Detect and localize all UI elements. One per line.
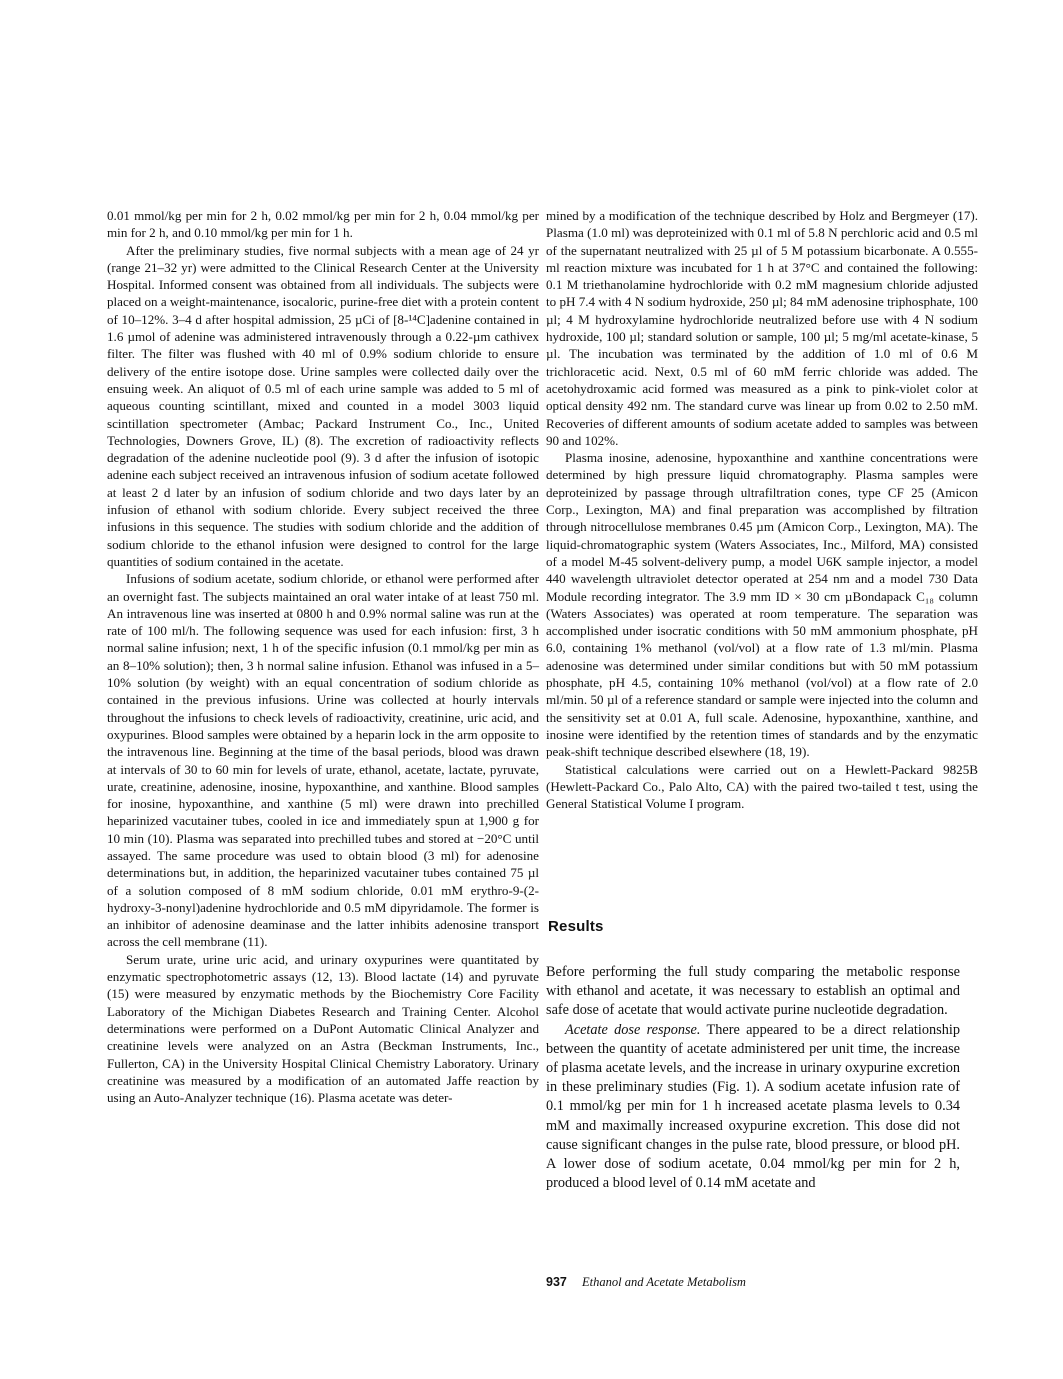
- page-number: 937: [546, 1275, 567, 1289]
- paragraph: Statistical calculations were carried out on a Hewlett-Packard 9825B (Hewlett-Packard Co., Palo Alto, CA) with the paired two-tailed t test, using the General Statistical Volume I program.: [546, 761, 978, 812]
- paragraph-body: There appeared to be a direct relationship between the quantity of acetate administered per unit time, the increase of plasma acetate levels, and the increase in urinary oxypurine excretion in these preliminary studies (Fig. 1). A sodium acetate infusion rate of 0.1 mmol/kg per min for 1 h increased acetate plasma levels to 0.34 mM and maximally increased oxypurine excretion. This dose did not cause significant changes in the pulse rate, blood pressure, or blood pH. A lower dose of sodium acetate, 0.04 mmol/kg per min for 2 h, produced a blood level of 0.14 mM acetate and: [546, 1021, 961, 1192]
- running-title: Ethanol and Acetate Metabolism: [581, 1275, 746, 1289]
- paragraph: Plasma inosine, adenosine, hypoxanthine and xanthine concentrations were determined by high pressure liquid chromatography. Plasma samples were deproteinized by passage through ultrafiltration cones, type CF 25 (Amicon Corp., Lexington, MA) and final preparation was accomplished by filtration through nitrocellulose membranes 0.45 µm (Amicon Corp., Lexington, MA). The liquid-chromatographic system (Waters Associates, Inc., Milford, MA) consisted of a model M-45 solvent-delivery pump, a model U6K sample injector, a model 440 wavelength ultraviolet detector operated at 254 nm and a model 730 Data Module recording integrator. The 3.9 mm ID × 30 cm µBondapack C₁₈ column (Waters Associates) was operated at room temperature. The separation was accomplished under isocratic conditions with 50 mM ammonium phosphate, pH 6.0, containing 1% methanol (vol/vol) at a flow rate of 1.3 ml/min. Plasma adenosine was determined under similar conditions but with 50 mM potassium phosphate, pH 4.5, containing 10% methanol (vol/vol) at a flow rate of 2.0 ml/min. 50 µl of a reference standard or sample were injected into the column and the sensitivity set at 0.01 A, full scale. Adenosine, hypoxanthine, xanthine, and inosine were identified by the retention times of standards and by the enzymatic peak-shift technique described elsewhere (18, 19).: [546, 450, 978, 760]
- left-column: [107, 207, 539, 1106]
- paragraph: mined by a modification of the technique described by Holz and Bergmeyer (17). Plasma (1.0 ml) was deproteinized with 0.1 ml of 5.8 N perchloric acid and 0.5 ml of the supernatant neutralized with 25 µl of 5 M potassium bicarbonate. A 0.555-ml reaction mixture was incubated for 1 h at 37°C and contained the following: 0.1 M triethanolamine hydrochloride with 0.2 mM magnesium chloride adjusted to pH 7.4 with 4 N sodium hydroxide, 250 µl; 84 mM adenosine triphosphate, 100 µl; 4 M hydroxylamine hydrochloride neutralized before use with 4 N sodium hydroxide, 100 µl; standard solution or sample, 100 µl; 5 mg/ml acetate-kinase, 5 µl. The incubation was terminated by the addition of 1.0 ml of 0.6 M trichloracetic acid. Next, 0.5 ml of 60 mM ferric chloride was added. The acetohydroxamic acid formed was measured as a pink to pink-violet color at optical density 492 nm. The standard curve was linear up from 0.02 to 2.50 mM. Recoveries of different amounts of sodium acetate added to samples was between 90 and 102%.: [546, 208, 978, 448]
- paragraph: Infusions of sodium acetate, sodium chloride, or ethanol were performed after an overnight fast. The subjects maintained an oral water intake of at least 750 ml. An intravenous line was inserted at 0800 h and 0.9% normal saline was run at the rate of 100 ml/h. The following sequence was used for each infusion: first, 3 h normal saline infusion; next, 1 h of the specific infusion (0.1 mmol/kg per min as an 8–10% solution); then, 3 h normal saline infusion. Ethanol was infused in a 5–10% solution (by weight) with an equal concentration of sodium chloride as contained in the previous infusions. Urine was collected at hourly intervals throughout the infusions to check levels of radioactivity, creatinine, uric acid, and oxypurines. Blood samples were obtained by a heparin lock in the arm opposite to the intravenous line. Beginning at the time of the basal periods, blood was drawn at intervals of 30 to 60 min for levels of urate, ethanol, acetate, lactate, pyruvate, urate, creatinine, adenosine, inosine, hypoxanthine, and xanthine. Blood samples for inosine, hypoxanthine, and xanthine (5 ml) were drawn into prechilled heparinized vacutainer tubes, cooled in ice and immediately spun at 1,900 g for 10 min (10). Plasma was separated into prechilled tubes and stored at −20°C until assayed. The same procedure was used to obtain blood (3 ml) for adenosine determinations but, in addition, the heparinized vacutainer tubes contained 75 µl of a solution composed of 8 mM sodium chloride, 0.01 mM erythro-9-(2-hydroxy-3-nonyl)adenine hydrochloride and 0.5 mM dipyridamole. The former is an inhibitor of adenosine deaminase and the latter inhibits adenosine transport across the cell membrane (11).: [107, 571, 539, 950]
- paragraph: [546, 1021, 960, 1194]
- page-footer: [546, 1275, 746, 1290]
- right-column: [546, 207, 978, 812]
- paragraph: Serum urate, urine uric acid, and urinary oxypurines were quantitated by enzymatic spectrophotometric assays (12, 13). Blood lactate (14) and pyruvate (15) were measured by enzymatic methods by the Biochemistry Core Facility Laboratory of the Michigan Diabetes Research and Training Center. Alcohol determinations were performed on a DuPont Automatic Clinical Analyzer and creatinine levels were analyzed on an Astra (Beckman Instruments, Inc., Fullerton, CA) in the University Hospital Clinical Chemistry Laboratory. Urinary creatinine was measured by a modification of an automated Jaffe reaction by using an Auto-Analyzer technique (16). Plasma acetate was deter-: [107, 951, 539, 1106]
- paragraph: Before performing the full study comparing the metabolic response with ethanol and acetate, it was necessary to establish an optimal and safe dose of acetate that would activate purine nucleotide degradation.: [546, 964, 960, 1019]
- subsection-lead: Acetate dose response.: [565, 1021, 701, 1038]
- paragraph: After the preliminary studies, five normal subjects with a mean age of 24 yr (range 21–32 yr) were admitted to the Clinical Research Center at the University Hospital. Informed consent was obtained from all individuals. The subjects were placed on a weight-maintenance, isocaloric, purine-free diet with a protein content of 10–12%. 3–4 d after hospital admission, 25 µCi of [8-¹⁴C]adenine contained in 1.6 µmol of adenine was administered intravenously through a 0.22-µm cathivex filter. The filter was flushed with 40 ml of 0.9% sodium chloride to ensure delivery of the entire isotope dose. Urine samples were collected daily over the ensuing week. An aliquot of 0.5 ml of each urine sample was added to 5 ml of aqueous counting scintillant, mixed and counted in a model 3003 liquid scintillation spectrometer (Ambac; Packard Instrument Co., Inc., United Technologies, Downers Grove, IL) (8). The excretion of radioactivity reflects degradation of the adenine nucleotide pool (9). 3 d after the infusion of isotopic adenine each subject received an intravenous infusion of sodium acetate followed at least 2 d later by an infusion of sodium chloride and two days later by an infusion of ethanol with sodium chloride. Every subject received the three infusions in this sequence. The studies with sodium chloride and the addition of sodium chloride to the ethanol infusion were designed to control for the large quantities of sodium contained in the acetate.: [107, 242, 539, 569]
- paragraph: 0.01 mmol/kg per min for 2 h, 0.02 mmol/kg per min for 2 h, 0.04 mmol/kg per min for 2 h, and 0.10 mmol/kg per min for 1 h.: [107, 208, 539, 241]
- results-heading: Results: [548, 918, 604, 935]
- results-body: [546, 963, 960, 1193]
